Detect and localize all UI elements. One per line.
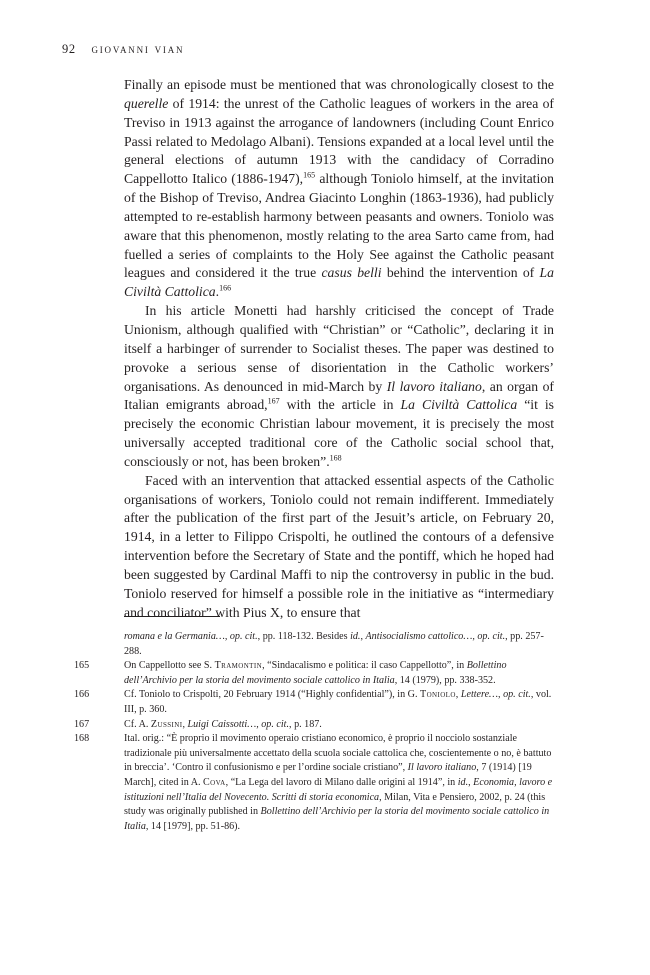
footnote-167 [74,718,554,733]
text-run: , pp. 257-288. [124,631,544,657]
footnote-166 [74,688,554,717]
footnote-text [124,630,554,659]
text-run-italic: casus belli [321,265,382,281]
author-name: Toniolo [420,689,456,701]
text-run-italic: Bollettino dell’Archivio per la storia del movimento sociale cattolico in Italia [124,660,507,686]
paragraph-1 [124,76,554,302]
text-run: Finally an episode must be mentioned that was chronologically closest to the [124,77,554,92]
text-run-italic: Economia, lavoro e istituzioni nell’Italia del Novecento. Scritti di storia economica [124,776,553,803]
footnote-number: 165 [74,660,90,672]
main-text [124,76,554,622]
paragraph-2 [124,302,554,472]
footnote-text [124,732,554,834]
text-run: . [215,284,220,300]
text-run: Ital. orig.: “È proprio il movimento operaio cristiano economico, è proprio il nocciolo sostanziale tradizionale più universalmente accettato della scuola sociale cattolica che, coscientemente o no, è battuto in breccia’. ‘Contro il confusionismo e per l’ordine sociale cristiano”, [124,733,552,774]
footnote-ref-167[interactable]: 167 [267,396,280,406]
text-run: , 7 (1914) [19 March], cited in A. [124,762,532,788]
text-run: “it is precisely the economic Christian labour movement, it is precisely the most universally accepted traditional core of the Catholic social school that, consciously or not, has been broken”. [124,397,554,469]
footnote-text [124,688,554,717]
text-run: , an organ of Italian emigrants abroad, [124,378,554,413]
text-run-italic: Luigi Caissotti…, op. cit. [187,718,290,730]
footnote-number: 168 [74,733,90,745]
footnote-continuation [74,630,554,659]
text-run: , 14 (1979), pp. 338-352. [394,674,496,686]
footnote-text [124,659,554,688]
text-run-italic: Lettere…, op. cit. [460,689,531,701]
text-run: , vol. III, p. 360. [124,689,552,715]
text-run: On Cappellotto see S. [124,660,215,672]
footnote-ref-165[interactable]: 165 [303,170,316,180]
text-run: In his article Monetti had harshly criticised the concept of Trade Unionism, although qualified with “Christian” or “Catholic”, declaring it in itself a harbinger of surrender to Socialist theses. The paper was destined to provoke a serious sense of disorientation in the Catholic workers’ organisations. As denounced in mid-March by [124,303,554,394]
text-run: Faced with an intervention that attacked essential aspects of the Catholic organisations of workers, Toniolo could not remain indifferent. Immediately after the publication of the first part of the Jesuit’s article, on February 20, 1914, in a letter to Filippo Crispolti, he outlined the contours of a defensive intervention before the Secretary of State and the pontiff, which he hoped had been suggested by Cardinal Maffi to nip the controversy in public in the bud. Toniolo reserved for himself a possible role in the initiative as “intermediary and conciliator” with Pius X, to ensure that [124,472,554,620]
text-run-italic: Il lavoro italiano [386,378,482,394]
text-run-italic: romana e la Germania…, op. cit. [124,631,258,642]
text-run: , [360,631,366,642]
footnote-separator [124,616,220,617]
footnotes [74,630,554,834]
footnote-ref-166[interactable]: 166 [219,283,232,293]
running-header [62,42,184,57]
text-run-italic: Antisocialismo cattolico…, op. cit. [365,631,506,642]
text-run: , [468,776,474,788]
text-run: Cf. Toniolo to Crispolti, 20 February 1914 (“Highly confidential”), in G. [124,689,420,701]
author-name: Zussini [150,718,183,730]
running-head-author: giovanni vian [91,42,185,56]
text-run: behind the intervention of [381,265,540,281]
page-number: 92 [62,42,76,56]
text-run: , “Sindacalismo e politica: il caso Cappellotto”, in [262,660,467,672]
text-run-italic: Il lavoro italiano [407,762,477,774]
text-run: of 1914: the unrest of the Catholic leagues of workers in the area of Treviso in 1913 against the arrogance of landowners (including Count Enrico Passi related to Medolago Albani). Tensions expanded at a local level until the general elections of autumn 1913 with the candidacy of Corradino Cappellotto Italico (1886-1947), [124,95,554,187]
text-run: , [455,689,461,701]
footnote-ref-168[interactable]: 168 [329,453,342,463]
text-run: , Milan, Vita e Pensiero, 2002, p. 24 (this study was originally published in [124,791,546,818]
footnote-number [74,630,124,659]
footnote-168 [74,732,554,834]
author-name: Cova [203,776,226,788]
text-run-italic: id. [350,631,361,642]
footnote-number: 167 [74,718,90,730]
footnote-text [124,718,554,733]
author-name: Tramontin [214,660,263,672]
text-run: , p. 187. [289,718,322,730]
text-run: with the article in [279,397,401,413]
text-run-italic: La Civiltà Cattolica [124,265,554,300]
paragraph-3 [124,472,554,623]
text-run: , “La Lega del lavoro di Milano dalle origini al 1914”, in [225,776,458,788]
text-run: , 14 [1979], pp. 51-86). [145,820,241,832]
text-run: although Toniolo himself, at the invitation of the Bishop of Treviso, Andrea Giacinto Longhin (1863-1936), had publicly attempted to re-establish harmony between peasants and owners. Toniolo was aware that this phenomenon, mostly relating to the area Sarto came from, had fuelled a series of complaints to the Holy See against the Catholic peasant leagues and considered it the true [124,171,554,281]
text-run: Cf. A. [124,718,151,730]
text-run: , pp. 118-132. Besides [257,631,351,642]
text-run: , [182,718,188,730]
text-run-italic: id. [457,776,469,788]
text-run-italic: Bollettino dell’Archivio per la storia del movimento sociale cattolico in Italia [124,806,550,832]
text-run-italic: La Civiltà Cattolica [400,397,518,413]
footnote-number: 166 [74,689,90,701]
text-run-italic: querelle [124,95,169,111]
footnote-165 [74,659,554,688]
